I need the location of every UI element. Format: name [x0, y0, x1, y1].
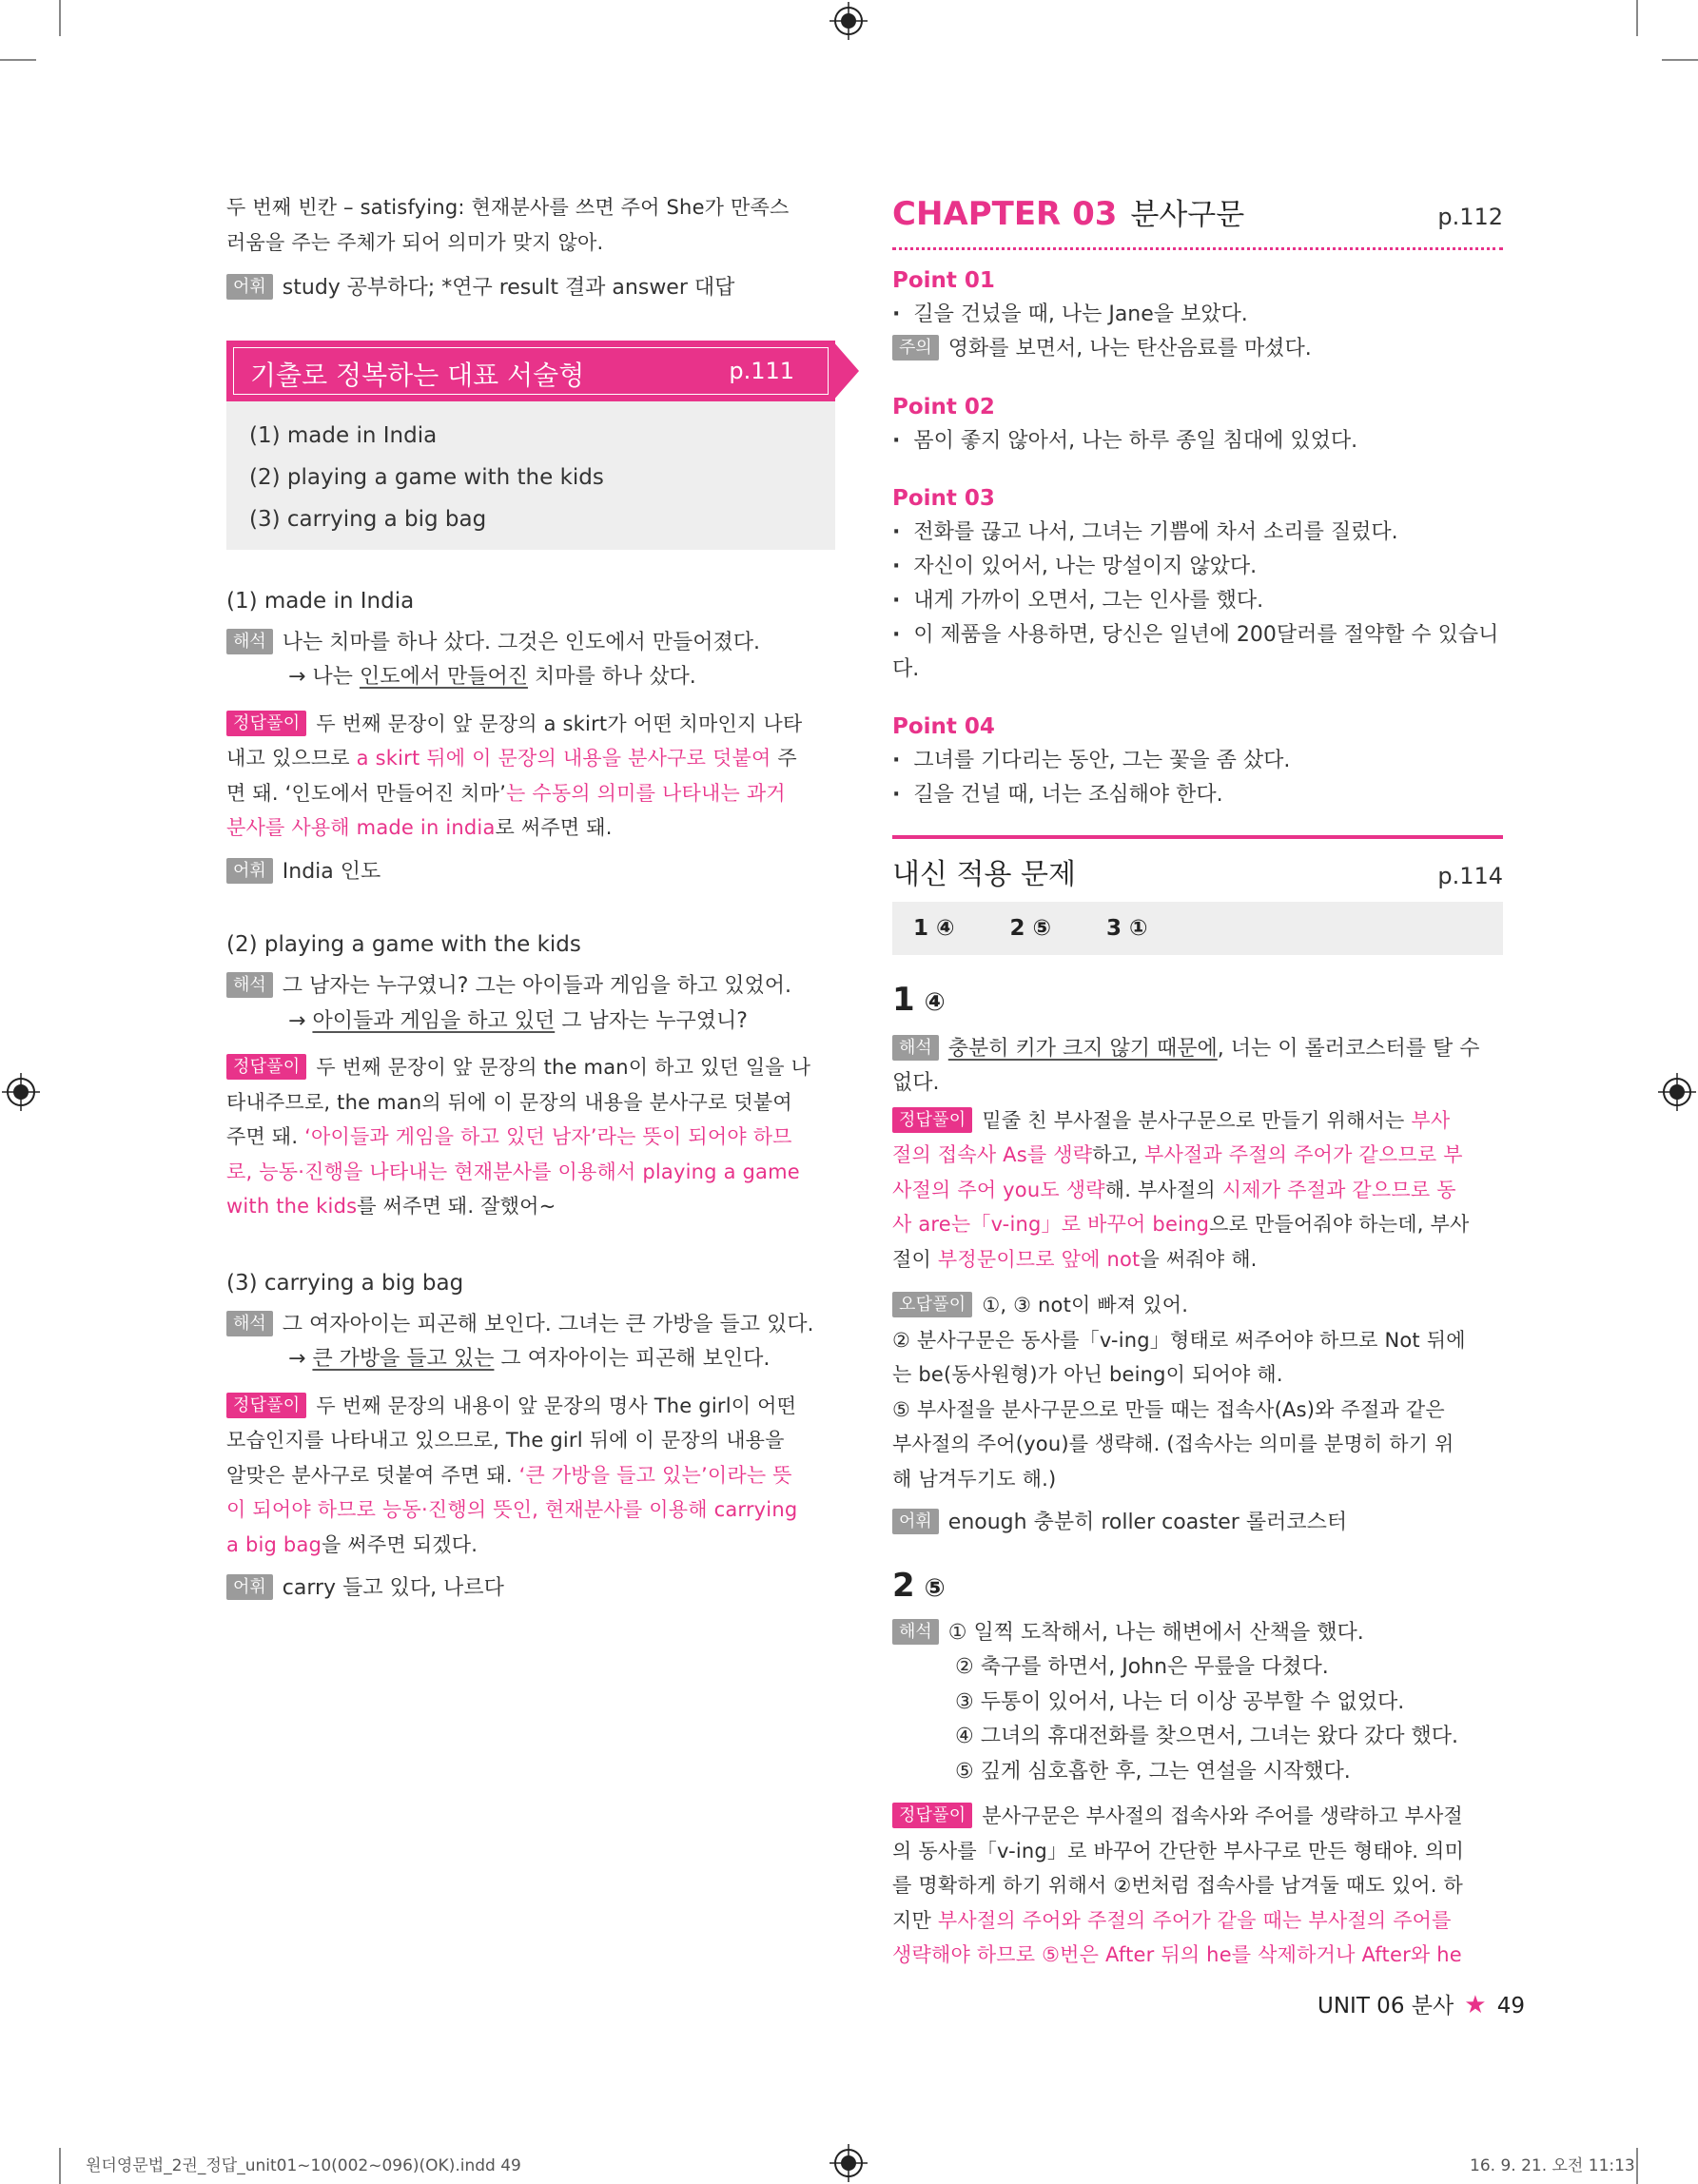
translation-tag: 해석	[892, 1619, 939, 1645]
chapter-name: 분사구문	[1130, 198, 1245, 232]
solution-text: 로 써주면 돼.	[495, 816, 613, 839]
question-num: 2	[892, 1566, 915, 1605]
highlight-text: 사절의 주어 you도 생략	[892, 1178, 1105, 1201]
example-sentence: · 길을 건넜을 때, 나는 Jane을 보았다.	[892, 298, 1503, 332]
solution-text: 내고 있으므로	[226, 747, 357, 770]
wrong-line: 해 남겨두기도 해.)	[892, 1467, 1057, 1491]
point-block	[892, 481, 1503, 687]
note-text: 영화를 보면서, 나는 탄산음료를 마셨다.	[947, 337, 1312, 361]
solution-line	[226, 1492, 835, 1528]
translation-line: ⑤ 깊게 심호흡한 후, 그는 연설을 시작했다.	[955, 1759, 1351, 1784]
crop-mark	[1662, 59, 1698, 61]
point-block	[892, 263, 1503, 367]
page-number: 49	[1496, 1994, 1525, 2018]
solution-line	[226, 1389, 835, 1424]
translation-arrow-line	[226, 660, 835, 695]
solution-text: 타내주므로, the man의 뒤에 이 문장의 내용을 분사구로 덧붙여	[226, 1090, 792, 1114]
solution-tag: 정답풀이	[892, 1107, 972, 1133]
solution-line	[226, 1120, 835, 1155]
registration-mark-icon	[1658, 1073, 1696, 1111]
solution-tag: 정답풀이	[226, 711, 306, 736]
banner-page: p.111	[729, 357, 794, 384]
registration-mark-icon	[829, 2, 868, 40]
solution-line	[226, 741, 835, 776]
section-title: 내신 적용 문제	[892, 857, 1076, 891]
translation-rest: 그 남자는 누구였니?	[555, 1008, 748, 1033]
solution-text: 를 써주면 돼. 잘했어~	[357, 1195, 556, 1218]
chapter-header	[892, 190, 1503, 236]
translation-line: ④ 그녀의 휴대전화를 찾으면서, 그녀는 왔다 갔다 했다.	[955, 1725, 1458, 1748]
vocab-tag: 어휘	[226, 858, 273, 884]
solution-tag: 정답풀이	[226, 1393, 306, 1418]
note-line	[892, 332, 1503, 367]
underlined-text: 인도에서 만들어진	[359, 665, 528, 689]
example-sentence: · 몸이 좋지 않아서, 나는 하루 종일 침대에 있었다.	[892, 424, 1503, 458]
quick-answer: 1 ④	[913, 915, 955, 941]
point-block	[892, 390, 1503, 458]
highlight-text: ⑤번은 After 뒤의 he를 삭제하거나 After와 he	[1042, 1943, 1462, 1966]
translation-line	[226, 969, 835, 1004]
vocab-line	[226, 855, 835, 890]
point-title: Point 02	[892, 394, 995, 419]
vocab-text: study 공부하다; *연구 result 결과 answer 대답	[282, 276, 735, 300]
note-tag: 주의	[892, 335, 939, 361]
registration-mark-icon	[2, 1073, 40, 1111]
example-sentence: · 이 제품을 사용하면, 당신은 일년에 200달러를 절약할 수 있습니다.	[892, 618, 1503, 687]
point-title: Point 04	[892, 713, 995, 739]
solution-line	[226, 707, 835, 742]
highlight-text: with the kids	[226, 1195, 358, 1218]
solution-text: 을 써줘야 해.	[1140, 1247, 1258, 1271]
solution-line	[892, 1103, 1503, 1139]
vocab-tag: 어휘	[226, 274, 273, 300]
solution-text: 를 명확하게 하기 위해서 ②번처럼 접속사를 남겨둘 때도 있어. 하	[892, 1874, 1463, 1897]
section-banner	[226, 341, 835, 401]
translation-line: ③ 두통이 있어서, 나는 더 이상 공부할 수 없었다.	[955, 1689, 1405, 1714]
translation-text: 그 남자는 누구였니? 그는 아이들과 게임을 하고 있었어.	[282, 974, 791, 998]
section-page: p.114	[1437, 862, 1503, 889]
highlight-text: ‘큰 가방을 들고 있는’이라는 뜻	[518, 1463, 792, 1487]
solution-block	[892, 1103, 1503, 1277]
translation-rest: , 너는 이 롤러코스터를 탈 수 없다.	[892, 1036, 1480, 1095]
date-slug: 16. 9. 21. 오전 11:13	[1470, 2156, 1635, 2175]
item-heading: (2) playing a game with the kids	[226, 932, 581, 957]
question-1	[892, 978, 1503, 1541]
solution-line	[226, 1189, 835, 1224]
solution-line	[892, 1173, 1503, 1208]
solution-line	[226, 1528, 835, 1563]
crop-mark	[59, 2148, 61, 2184]
answer-box	[226, 401, 835, 550]
solution-line	[226, 1085, 835, 1121]
highlight-text: 부정문이므로 앞에 not	[937, 1247, 1141, 1271]
translation-rest: 치마를 하나 샀다.	[527, 665, 696, 689]
translation-line	[226, 626, 835, 661]
point-title: Point 01	[892, 268, 995, 293]
translation-line: ② 축구를 하면서, John은 무릎을 다쳤다.	[955, 1655, 1329, 1679]
intro-line: 두 번째 빈칸 – satisfying: 현재분사를 쓰면 주어 She가 만족스	[226, 196, 790, 219]
solution-tag: 정답풀이	[892, 1803, 972, 1828]
underlined-text: 충분히 키가 크지 않기 때문에	[947, 1036, 1218, 1061]
solution-text: 알맞은 분사구로 덧붙여 주면 돼.	[226, 1463, 519, 1487]
solution-line	[226, 1155, 835, 1190]
solution-block	[226, 1389, 835, 1563]
solution-line	[892, 1799, 1503, 1834]
question-number	[892, 978, 1503, 1024]
page-footer	[1317, 1988, 1525, 2019]
quick-answer: 3 ①	[1105, 915, 1148, 941]
intro-line: 러움을 주는 주체가 되어 의미가 맞지 않아.	[226, 230, 604, 254]
highlight-text: 로, 능동·진행을 나타내는 현재분사를 이용해서 playing a game	[226, 1160, 800, 1183]
highlight-text: ‘아이들과 게임을 하고 있던 남자’라는 뜻이 되어야 하므	[304, 1125, 792, 1148]
solution-line	[892, 1868, 1503, 1903]
solution-text: 두 번째 문장이 앞 문장의 a skirt가 어떤 치마인지 나타	[316, 712, 803, 735]
solution-text: 하고,	[1092, 1143, 1144, 1166]
crop-mark	[59, 0, 61, 36]
highlight-text: 사 are는「v-ing」로 바꾸어 being	[892, 1213, 1210, 1236]
arrow-text: →	[288, 1008, 313, 1033]
solution-text: 을 써주면 되겠다.	[322, 1532, 478, 1556]
registration-mark-icon	[829, 2144, 868, 2182]
example-sentence: · 그녀를 기다리는 동안, 그는 꽃을 좀 샀다.	[892, 744, 1503, 778]
solution-line	[226, 810, 835, 846]
translation-arrow-line	[226, 1004, 835, 1040]
solution-text: 밑줄 친 부사절을 분사구문으로 만들기 위해서는	[982, 1108, 1412, 1132]
wrong-line: ② 분사구문은 동사를「v-ing」형태로 써주어야 하므로 Not 뒤에	[892, 1328, 1466, 1352]
quick-answer: 2 ⑤	[1009, 915, 1051, 941]
section-header	[892, 839, 1503, 892]
wrong-text: ①, ③ not이 빠져 있어.	[982, 1294, 1189, 1316]
question-answer: ④	[924, 987, 946, 1017]
highlight-text: 생략해야 하므로	[892, 1943, 1043, 1966]
solution-line	[226, 1423, 835, 1458]
arrow-text: → 나는	[288, 665, 360, 689]
vocab-tag: 어휘	[892, 1509, 939, 1534]
solution-text: 분사구문은 부사절의 접속사와 주어를 생략하고 부사절	[982, 1804, 1463, 1827]
wrong-tag: 오답풀이	[892, 1292, 972, 1317]
translation-text: 그 여자아이는 피곤해 보인다. 그녀는 큰 가방을 들고 있다.	[282, 1312, 814, 1336]
arrow-text: →	[288, 1347, 313, 1371]
highlight-text: a big bag	[226, 1532, 322, 1556]
solution-text: 지만	[892, 1908, 938, 1932]
translation-line	[892, 1032, 1503, 1102]
question-answer: ⑤	[924, 1573, 946, 1603]
crop-mark	[0, 59, 36, 61]
example-sentence: · 자신이 있어서, 나는 망설이지 않았다.	[892, 550, 1503, 584]
solution-text: 해. 부사절의	[1104, 1178, 1222, 1201]
solution-block	[226, 1050, 835, 1224]
wrong-line: ⑤ 부사절을 분사구문으로 만들 때는 접속사(As)와 주절과 같은	[892, 1397, 1445, 1421]
highlight-text: 는 수동의 의미를 나타내는 과거	[505, 781, 786, 805]
question-number	[892, 1564, 1503, 1610]
quick-answers	[892, 902, 1503, 955]
highlight-text: 이 되어야 하므로 능동·진행의 뜻인, 현재분사를 이용해 carrying	[226, 1498, 798, 1521]
banner-arrow	[832, 341, 859, 401]
dotted-divider	[892, 247, 1503, 250]
vocab-text: enough 충분히 roller coaster 롤러코스터	[947, 1511, 1348, 1534]
translation-line	[226, 1308, 835, 1343]
solution-block	[892, 1799, 1503, 1973]
unit-label: UNIT 06 분사	[1317, 1994, 1454, 2018]
question-num: 1	[892, 980, 915, 1019]
star-icon: ★	[1464, 1991, 1487, 2019]
answer-item: (2) playing a game with the kids	[249, 464, 604, 490]
vocab-text: carry 들고 있다, 나르다	[282, 1576, 504, 1600]
explanation-item-3	[226, 1266, 835, 1607]
banner-title: 기출로 정복하는 대표 서술형	[250, 359, 585, 391]
solution-line	[892, 1938, 1503, 1973]
point-title: Point 03	[892, 485, 995, 511]
solution-text: 면 돼. ‘인도에서 만들어진 치마’	[226, 781, 506, 805]
solution-line	[892, 1207, 1503, 1242]
wrong-line: 는 be(동사원형)가 아닌 being이 되어야 해.	[892, 1363, 1283, 1386]
example-sentence: · 내게 가까이 오면서, 그는 인사를 했다.	[892, 584, 1503, 618]
solution-text: 으로 만들어줘야 하는데, 부사	[1209, 1213, 1470, 1236]
vocab-text: India 인도	[282, 859, 381, 884]
solution-block	[226, 707, 835, 846]
solution-tag: 정답풀이	[226, 1054, 306, 1080]
wrong-line: 부사절의 주어(you)를 생략해. (접속사는 의미를 분명히 하기 위	[892, 1433, 1454, 1455]
solution-line	[892, 1903, 1503, 1939]
highlight-text: 부사절과 주절의 주어가 같으므로 부	[1143, 1143, 1463, 1166]
example-sentence: · 전화를 끊고 나서, 그녀는 기쁨에 차서 소리를 질렀다.	[892, 516, 1503, 550]
highlight-text: 절의 접속사 As를 생략	[892, 1143, 1093, 1166]
highlight-text: 시제가 주절과 같으므로 동	[1221, 1178, 1456, 1201]
point-block	[892, 710, 1503, 812]
question-2	[892, 1564, 1503, 1973]
solution-text: 절이	[892, 1247, 938, 1271]
vocab-tag: 어휘	[226, 1574, 273, 1600]
left-column	[226, 190, 835, 1607]
answer-item: (3) carrying a big bag	[249, 506, 487, 532]
item-heading: (3) carrying a big bag	[226, 1270, 464, 1296]
highlight-text: 부사절의 주어와 주절의 주어가 같을 때는 부사절의 주어를	[937, 1908, 1452, 1932]
example-sentence: · 길을 건널 때, 너는 조심해야 한다.	[892, 778, 1503, 812]
item-heading: (1) made in India	[226, 588, 415, 614]
highlight-text: a skirt 뒤에 이 문장의 내용을 분사구로 덧붙여	[356, 747, 771, 770]
translation-tag: 해석	[226, 972, 273, 998]
translation-text: ① 일찍 도착해서, 나는 해변에서 산책을 했다.	[947, 1620, 1364, 1645]
vocab-line	[226, 271, 835, 306]
wrong-answer-block	[892, 1288, 1503, 1496]
translation-block	[892, 1616, 1503, 1790]
solution-line	[892, 1138, 1503, 1173]
solution-text: 모습인지를 나타내고 있으므로, The girl 뒤에 이 문장의 내용을	[226, 1429, 785, 1452]
solution-line	[892, 1242, 1503, 1277]
solution-text: 주면 돼.	[226, 1125, 305, 1148]
vocab-line	[226, 1571, 835, 1607]
solution-line	[892, 1834, 1503, 1869]
wrong-line	[892, 1288, 1503, 1323]
translation-text: 나는 치마를 하나 샀다. 그것은 인도에서 만들어졌다.	[282, 630, 761, 654]
crop-mark	[1636, 0, 1638, 36]
translation-rest: 그 여자아이는 피곤해 보인다.	[494, 1347, 771, 1371]
right-column	[892, 190, 1503, 1973]
chapter-label: CHAPTER 03	[892, 195, 1118, 233]
points-list	[892, 263, 1503, 812]
translation-tag: 해석	[226, 1311, 273, 1336]
solution-text: 두 번째 문장의 내용이 앞 문장의 명사 The girl이 어떤	[316, 1394, 797, 1417]
solution-line	[226, 776, 835, 811]
solution-text: 주	[771, 747, 797, 770]
highlight-text: 분사를 사용해 made in india	[226, 816, 496, 839]
crop-mark	[1636, 2148, 1638, 2184]
solution-line	[226, 1050, 835, 1085]
underlined-text: 아이들과 게임을 하고 있던	[312, 1008, 556, 1033]
vocab-line	[892, 1506, 1503, 1541]
chapter-page: p.112	[1437, 204, 1503, 230]
solution-text: 두 번째 문장이 앞 문장의 the man이 하고 있던 일을 나	[316, 1056, 811, 1079]
translation-arrow-line	[226, 1342, 835, 1377]
translation-tag: 해석	[892, 1035, 939, 1061]
translation-tag: 해석	[226, 629, 273, 654]
explanation-item-1	[226, 584, 835, 890]
underlined-text: 큰 가방을 들고 있는	[312, 1347, 495, 1371]
explanation-item-2	[226, 927, 835, 1224]
highlight-text: 부사	[1411, 1108, 1451, 1132]
solution-line	[226, 1458, 835, 1493]
solution-text: 의 동사를「v-ing」로 바꾸어 간단한 부사구로 만든 형태야. 의미	[892, 1839, 1465, 1862]
answer-item: (1) made in India	[249, 422, 438, 448]
translation-line	[892, 1616, 1503, 1651]
file-slug: 원더영문법_2권_정답_unit01~10(002~096)(OK).indd 49	[86, 2156, 521, 2175]
